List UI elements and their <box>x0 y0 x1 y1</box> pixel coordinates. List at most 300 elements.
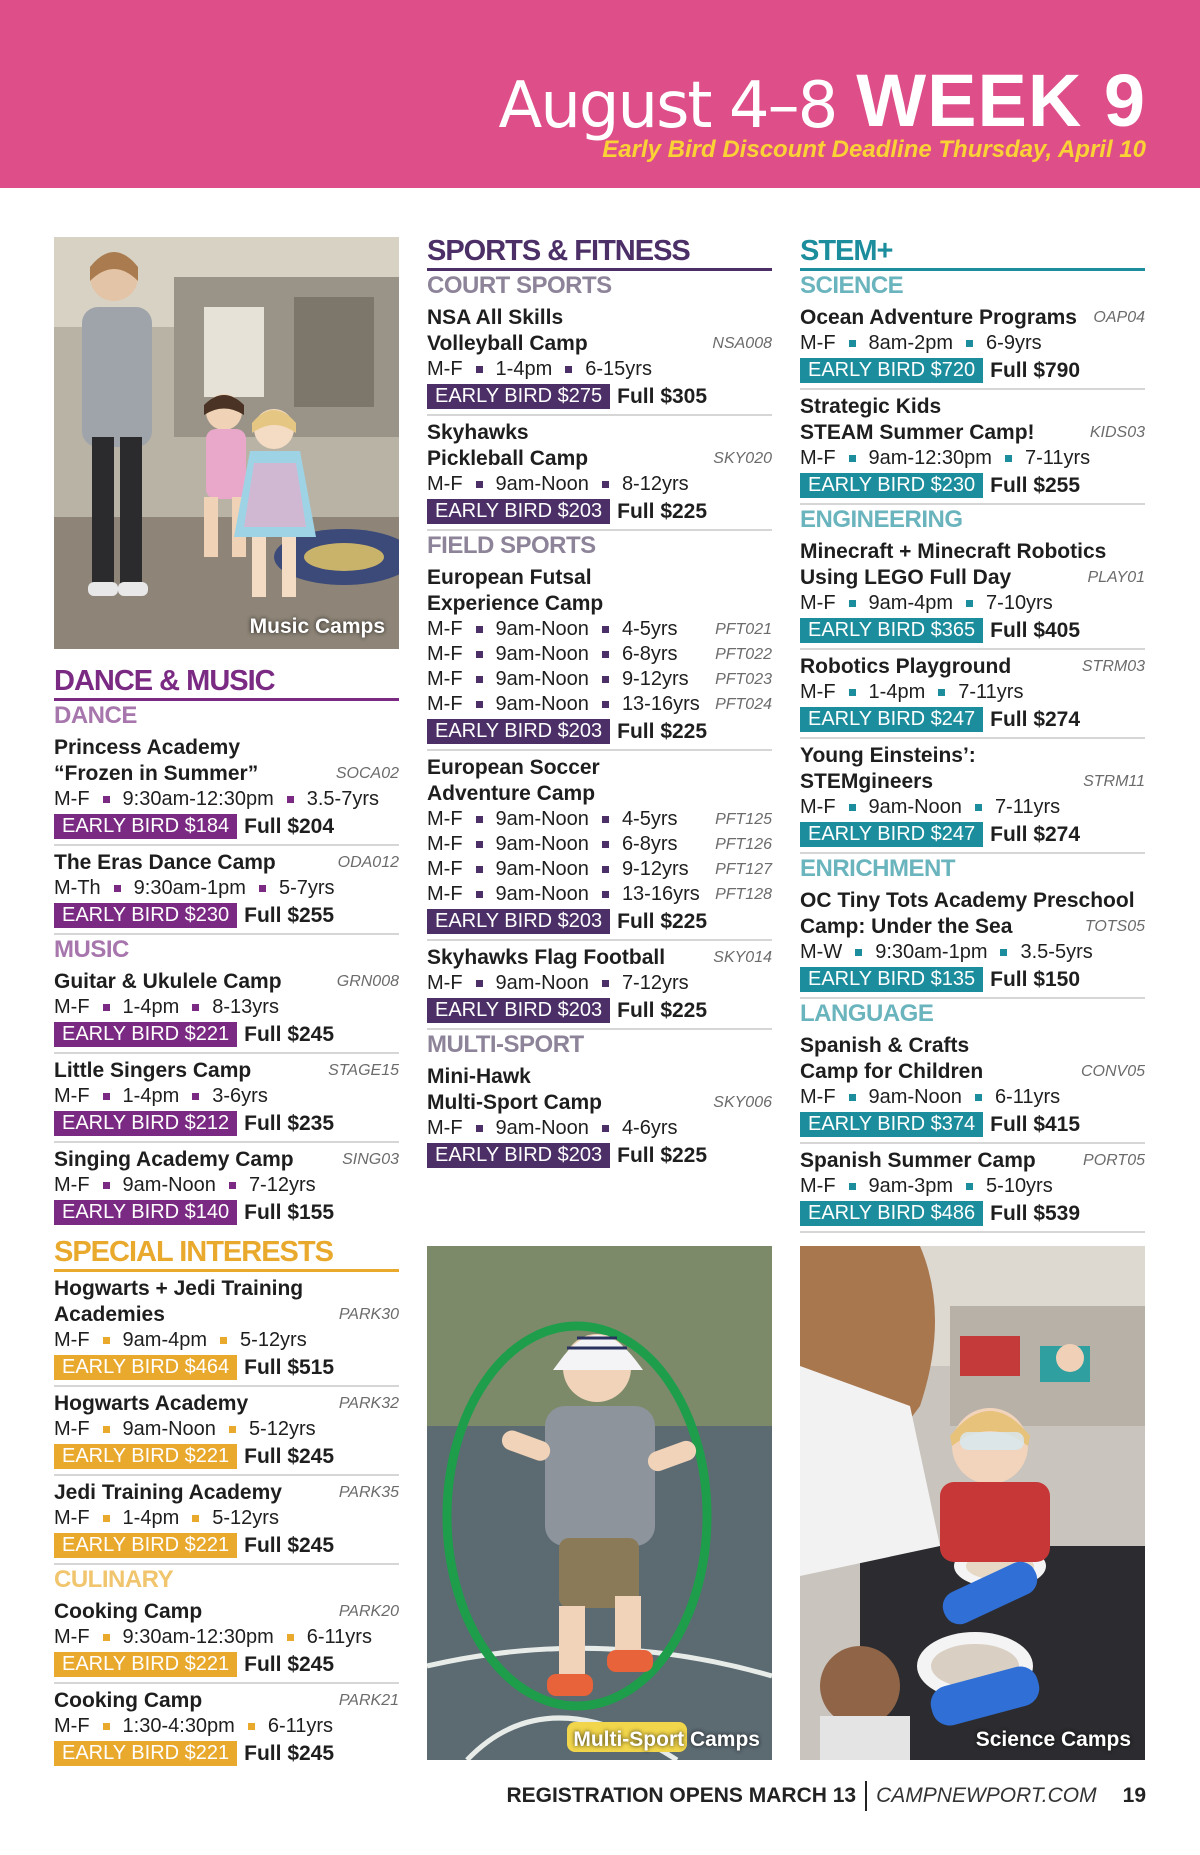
full-amount: $405 <box>1033 619 1081 642</box>
camp-listing <box>427 301 772 416</box>
camp-listing <box>54 1476 399 1565</box>
camp-time: 9:30am-12:30pm <box>122 788 274 810</box>
full-amount: $305 <box>660 385 708 408</box>
camp-code: GRN008 <box>336 973 399 990</box>
camp-ages: 5-12yrs <box>240 1329 307 1351</box>
full-amount: $150 <box>1033 968 1081 991</box>
bullet-square-icon <box>476 866 483 873</box>
page-footer <box>506 1778 1146 1814</box>
full-price <box>244 1022 334 1047</box>
camp-name: Hogwarts Academy <box>54 1392 249 1415</box>
camp-days: M-F <box>427 808 463 830</box>
camp-listing <box>54 1272 399 1387</box>
camp-code: STAGE15 <box>328 1062 399 1079</box>
full-price <box>617 719 707 744</box>
engineering-subheading: ENGINEERING <box>800 506 963 533</box>
camp-code: PFT125 <box>715 811 772 828</box>
camp-ages: 6-11yrs <box>306 1626 372 1648</box>
bullet-square-icon <box>602 841 609 848</box>
full-amount: $245 <box>287 1445 335 1468</box>
bullet-square-icon <box>855 949 862 956</box>
camp-listing <box>54 965 399 1054</box>
multi-sport-camps-photo <box>427 1246 772 1760</box>
camp-time: 9am-12:30pm <box>868 447 992 469</box>
camp-code: PFT023 <box>715 671 772 688</box>
bullet-square-icon <box>602 626 609 633</box>
bullet-square-icon <box>849 600 856 607</box>
bullet-square-icon <box>602 481 609 488</box>
early-bird-price: EARLY BIRD $221 <box>54 1022 237 1047</box>
camp-listing <box>800 1029 1145 1144</box>
full-price <box>617 1143 707 1168</box>
camp-days: M-F <box>800 447 836 469</box>
full-price <box>990 473 1080 498</box>
bullet-square-icon <box>103 1723 110 1730</box>
full-label: Full <box>990 359 1028 382</box>
camp-days: M-F <box>800 1086 836 1108</box>
full-label: Full <box>617 500 655 523</box>
early-bird-price: EARLY BIRD $275 <box>427 384 610 409</box>
early-bird-price: EARLY BIRD $203 <box>427 909 610 934</box>
bullet-square-icon <box>476 366 483 373</box>
full-label: Full <box>990 474 1028 497</box>
camp-ages: 3-6yrs <box>212 1085 268 1107</box>
full-price <box>244 1355 334 1380</box>
early-bird-price: EARLY BIRD $230 <box>54 903 237 928</box>
camp-name: The Eras Dance Camp <box>54 851 276 874</box>
full-amount: $415 <box>1033 1113 1081 1136</box>
camp-name: Princess Academy <box>54 736 240 759</box>
full-amount: $255 <box>1033 474 1081 497</box>
dance-music-heading: DANCE & MUSIC <box>54 665 399 701</box>
camp-code: NSA008 <box>712 335 772 352</box>
camp-name: OC Tiny Tots Academy Preschool <box>800 889 1135 912</box>
bullet-square-icon <box>476 1125 483 1132</box>
camp-days: M-W <box>800 941 843 963</box>
bullet-square-icon <box>220 1337 227 1344</box>
camp-listing <box>800 301 1145 390</box>
bullet-square-icon <box>975 804 982 811</box>
camp-name: Using LEGO Full Day <box>800 566 1012 589</box>
bullet-square-icon <box>849 804 856 811</box>
camp-name: Pickleball Camp <box>427 447 589 470</box>
camp-time: 9am-Noon <box>495 668 589 690</box>
full-label: Full <box>617 910 655 933</box>
camp-listing <box>54 1595 399 1684</box>
camp-listing <box>800 390 1145 505</box>
camp-time: 1-4pm <box>868 681 926 703</box>
camp-listing <box>427 751 772 941</box>
camp-ages: 6-15yrs <box>585 358 652 380</box>
camp-listing <box>427 1060 772 1173</box>
bullet-square-icon <box>103 1337 110 1344</box>
full-amount: $274 <box>1033 823 1081 846</box>
bullet-square-icon <box>1005 455 1012 462</box>
camp-name: Cooking Camp <box>54 1600 203 1623</box>
camp-days: M-F <box>54 1507 90 1529</box>
camp-ages: 3.5-7yrs <box>306 788 379 810</box>
early-bird-price: EARLY BIRD $203 <box>427 499 610 524</box>
bullet-square-icon <box>192 1004 199 1011</box>
camp-time: 9am-Noon <box>495 858 589 880</box>
bullet-square-icon <box>287 796 294 803</box>
stem-heading: STEM+ <box>800 235 1145 271</box>
full-amount: $515 <box>287 1356 335 1379</box>
full-price <box>244 1444 334 1469</box>
camp-name: Camp: Under the Sea <box>800 915 1013 938</box>
full-label: Full <box>990 823 1028 846</box>
camp-code: PFT126 <box>715 836 772 853</box>
camp-code: PFT128 <box>715 886 772 903</box>
full-label: Full <box>990 708 1028 731</box>
full-price <box>990 967 1080 992</box>
science-camps-caption: Science Camps <box>975 1728 1131 1751</box>
full-amount: $274 <box>1033 708 1081 731</box>
science-subheading: SCIENCE <box>800 272 904 299</box>
camp-days: M-F <box>54 1174 90 1196</box>
bullet-square-icon <box>476 816 483 823</box>
culinary-subheading: CULINARY <box>54 1566 174 1593</box>
camp-code: ODA012 <box>337 854 399 871</box>
early-bird-price: EARLY BIRD $203 <box>427 1143 610 1168</box>
camp-code: STRM03 <box>1081 658 1145 675</box>
camp-name: European Futsal <box>427 566 592 589</box>
camp-ages: 8-12yrs <box>621 473 689 495</box>
website-link[interactable]: CAMPNEWPORT.COM <box>876 1784 1097 1807</box>
camp-ages: 5-10yrs <box>986 1175 1053 1197</box>
camp-time: 9:30am-12:30pm <box>122 1626 274 1648</box>
camp-name: European Soccer <box>427 756 600 779</box>
camp-time: 9am-Noon <box>868 1086 962 1108</box>
special-interests-heading: SPECIAL INTERESTS <box>54 1236 399 1272</box>
camp-code: SKY006 <box>713 1094 772 1111</box>
full-label: Full <box>244 1356 282 1379</box>
bullet-square-icon <box>229 1182 236 1189</box>
camp-listing <box>54 1143 399 1230</box>
registration-notice: REGISTRATION OPENS MARCH 13 <box>506 1784 857 1807</box>
camp-days: M-F <box>800 332 836 354</box>
camp-name: NSA All Skills <box>427 306 564 329</box>
camp-ages: 5-7yrs <box>278 877 335 899</box>
camp-code: CONV05 <box>1080 1063 1145 1080</box>
bullet-square-icon <box>849 1094 856 1101</box>
full-amount: $235 <box>287 1112 335 1135</box>
week-heading <box>498 52 1146 143</box>
camp-time: 9am-3pm <box>868 1175 954 1197</box>
full-amount: $245 <box>287 1653 335 1676</box>
full-label: Full <box>617 999 655 1022</box>
camp-time: 8am-2pm <box>868 332 954 354</box>
bullet-square-icon <box>229 1426 236 1433</box>
camp-name: Volleyball Camp <box>427 332 588 355</box>
camp-name: Adventure Camp <box>427 782 596 805</box>
early-bird-price: EARLY BIRD $221 <box>54 1652 237 1677</box>
footer-divider <box>865 1781 867 1811</box>
bullet-square-icon <box>966 600 973 607</box>
camp-ages: 4-6yrs <box>621 1117 678 1139</box>
camp-listing <box>800 535 1145 650</box>
camp-name: Minecraft + Minecraft Robotics <box>800 540 1107 563</box>
camp-time: 9am-Noon <box>122 1418 216 1440</box>
camp-name: Spanish & Crafts <box>800 1034 970 1057</box>
early-bird-price: EARLY BIRD $365 <box>800 618 983 643</box>
field-sports-subheading: FIELD SPORTS <box>427 532 596 559</box>
enrichment-subheading: ENRICHMENT <box>800 855 955 882</box>
camp-ages: 3.5-5yrs <box>1020 941 1093 963</box>
camp-ages: 5-12yrs <box>212 1507 279 1529</box>
full-label: Full <box>244 1112 282 1135</box>
full-label: Full <box>244 1445 282 1468</box>
music-camps-photo <box>54 237 399 649</box>
camp-ages: 7-11yrs <box>994 796 1061 818</box>
camp-days: M-F <box>427 972 463 994</box>
camp-name: Cooking Camp <box>54 1689 203 1712</box>
camp-listing <box>54 1684 399 1771</box>
early-bird-price: EARLY BIRD $203 <box>427 998 610 1023</box>
bullet-square-icon <box>938 689 945 696</box>
full-price <box>244 1200 334 1225</box>
camp-time: 9am-Noon <box>495 473 589 495</box>
full-price <box>617 998 707 1023</box>
camp-code: PARK32 <box>338 1395 399 1412</box>
camp-time: 9am-Noon <box>495 808 589 830</box>
camp-time: 9am-Noon <box>495 883 589 905</box>
full-amount: $225 <box>660 910 708 933</box>
camp-time: 9am-Noon <box>122 1174 216 1196</box>
camp-days: M-F <box>54 1418 90 1440</box>
camp-listing <box>54 846 399 935</box>
bullet-square-icon <box>966 340 973 347</box>
early-bird-price: EARLY BIRD $247 <box>800 707 983 732</box>
camp-name: Little Singers Camp <box>54 1059 252 1082</box>
camp-code: PARK21 <box>338 1692 399 1709</box>
camp-code: SING03 <box>342 1151 399 1168</box>
full-price <box>244 1111 334 1136</box>
camp-name: Camp for Children <box>800 1060 984 1083</box>
dance-subheading: DANCE <box>54 702 137 729</box>
full-label: Full <box>244 1023 282 1046</box>
camp-days: M-F <box>427 473 463 495</box>
early-bird-price: EARLY BIRD $203 <box>427 719 610 744</box>
full-price <box>990 1112 1080 1137</box>
bullet-square-icon <box>103 1515 110 1522</box>
week-dates: August 4–8 <box>498 69 837 143</box>
bullet-square-icon <box>602 816 609 823</box>
early-bird-price: EARLY BIRD $221 <box>54 1444 237 1469</box>
camp-ages: 6-11yrs <box>994 1086 1061 1108</box>
full-price <box>617 499 707 524</box>
bullet-square-icon <box>849 689 856 696</box>
camp-days: M-F <box>427 668 463 690</box>
bullet-square-icon <box>602 980 609 987</box>
camp-ages: 7-11yrs <box>1024 447 1091 469</box>
early-bird-price: EARLY BIRD $212 <box>54 1111 237 1136</box>
full-label: Full <box>244 1742 282 1765</box>
bullet-square-icon <box>476 701 483 708</box>
camp-code: SKY020 <box>713 450 772 467</box>
court-sports-subheading: COURT SPORTS <box>427 272 612 299</box>
week-number: WEEK 9 <box>856 59 1146 142</box>
full-price <box>990 1201 1080 1226</box>
camp-days: M-F <box>427 358 463 380</box>
bullet-square-icon <box>602 651 609 658</box>
camp-time: 1-4pm <box>122 996 180 1018</box>
camp-days: M-F <box>800 681 836 703</box>
full-amount: $790 <box>1033 359 1081 382</box>
camp-ages: 5-12yrs <box>248 1418 316 1440</box>
language-subheading: LANGUAGE <box>800 1000 934 1027</box>
full-amount: $155 <box>287 1201 335 1224</box>
camp-code: PFT022 <box>715 646 772 663</box>
camp-code: SOCA02 <box>335 765 399 782</box>
camp-days: M-F <box>427 833 463 855</box>
bullet-square-icon <box>103 1093 110 1100</box>
stem-section <box>800 235 1145 1233</box>
dance-music-section <box>54 665 399 1230</box>
page-number: 19 <box>1122 1784 1146 1807</box>
camp-ages: 6-9yrs <box>986 332 1042 354</box>
music-subheading: MUSIC <box>54 936 129 963</box>
multi-sport-camps-photo-illustration <box>427 1246 772 1760</box>
full-price <box>244 1741 334 1766</box>
camp-name: Skyhawks Flag Football <box>427 946 666 969</box>
science-camps-photo-illustration <box>800 1246 1145 1760</box>
full-price <box>990 822 1080 847</box>
camp-name: Academies <box>54 1303 165 1326</box>
camp-ages: 6-8yrs <box>621 643 678 665</box>
full-price <box>244 814 334 839</box>
camp-listing <box>800 739 1145 854</box>
camp-name: Jedi Training Academy <box>54 1481 282 1504</box>
bullet-square-icon <box>975 1094 982 1101</box>
early-bird-price: EARLY BIRD $135 <box>800 967 983 992</box>
bullet-square-icon <box>476 980 483 987</box>
bullet-square-icon <box>849 1183 856 1190</box>
camp-code: SKY014 <box>713 949 772 966</box>
camp-time: 1:30-4:30pm <box>122 1715 235 1737</box>
camp-days: M-F <box>427 643 463 665</box>
camp-ages: 4-5yrs <box>621 618 678 640</box>
week-banner <box>0 0 1200 188</box>
bullet-square-icon <box>103 1182 110 1189</box>
camp-ages: 7-12yrs <box>621 972 689 994</box>
camp-ages: 9-12yrs <box>621 668 689 690</box>
full-price <box>990 618 1080 643</box>
camp-ages: 7-12yrs <box>248 1174 316 1196</box>
bullet-square-icon <box>602 676 609 683</box>
bullet-square-icon <box>602 1125 609 1132</box>
full-label: Full <box>244 1653 282 1676</box>
bullet-square-icon <box>476 841 483 848</box>
camp-time: 9am-Noon <box>495 618 589 640</box>
camp-days: M-F <box>800 1175 836 1197</box>
full-amount: $255 <box>287 904 335 927</box>
camp-ages: 8-13yrs <box>212 996 279 1018</box>
early-bird-price: EARLY BIRD $720 <box>800 358 983 383</box>
full-label: Full <box>244 1534 282 1557</box>
early-bird-price: EARLY BIRD $221 <box>54 1533 237 1558</box>
camp-listing <box>800 650 1145 739</box>
bullet-square-icon <box>849 340 856 347</box>
camp-time: 9am-4pm <box>868 592 954 614</box>
camp-code: STRM11 <box>1083 773 1145 790</box>
camp-days: M-F <box>800 796 836 818</box>
camp-ages: 4-5yrs <box>621 808 678 830</box>
full-price <box>617 909 707 934</box>
camp-code: PFT024 <box>715 696 772 713</box>
camp-name: Young Einsteins’: <box>800 744 976 767</box>
full-label: Full <box>990 968 1028 991</box>
bullet-square-icon <box>287 1634 294 1641</box>
camp-ages: 7-10yrs <box>986 592 1053 614</box>
full-price <box>990 707 1080 732</box>
camp-name: Ocean Adventure Programs <box>800 306 1077 329</box>
bullet-square-icon <box>966 1183 973 1190</box>
full-label: Full <box>617 385 655 408</box>
camp-ages: 6-11yrs <box>267 1715 334 1737</box>
early-bird-price: EARLY BIRD $184 <box>54 814 237 839</box>
camp-time: 9am-Noon <box>495 833 589 855</box>
camp-code: PFT127 <box>715 861 772 878</box>
camp-name: Guitar & Ukulele Camp <box>54 970 282 993</box>
camp-time: 9am-Noon <box>868 796 962 818</box>
camp-code: PARK20 <box>338 1603 399 1620</box>
full-amount: $539 <box>1033 1202 1081 1225</box>
music-camps-caption: Music Camps <box>249 615 385 638</box>
early-bird-price: EARLY BIRD $464 <box>54 1355 237 1380</box>
camp-name: Hogwarts + Jedi Training <box>54 1277 304 1300</box>
camp-time: 1-4pm <box>122 1507 180 1529</box>
full-amount: $225 <box>660 999 708 1022</box>
full-amount: $225 <box>660 720 708 743</box>
camp-name: “Frozen in Summer” <box>54 762 259 785</box>
bullet-square-icon <box>248 1723 255 1730</box>
camp-listing <box>427 561 772 751</box>
camp-name: Spanish Summer Camp <box>800 1149 1036 1172</box>
camp-days: M-F <box>54 1626 90 1648</box>
bullet-square-icon <box>1000 949 1007 956</box>
camp-name: STEMgineers <box>800 770 934 793</box>
bullet-square-icon <box>114 885 121 892</box>
bullet-square-icon <box>103 1426 110 1433</box>
full-label: Full <box>617 720 655 743</box>
full-amount: $245 <box>287 1023 335 1046</box>
science-camps-photo <box>800 1246 1145 1760</box>
camp-time: 9am-Noon <box>495 693 589 715</box>
camp-name: Experience Camp <box>427 592 604 615</box>
bullet-square-icon <box>192 1515 199 1522</box>
camp-time: 9:30am-1pm <box>133 877 246 899</box>
camp-name: Strategic Kids <box>800 395 942 418</box>
camp-listing <box>800 884 1145 999</box>
full-amount: $225 <box>660 1144 708 1167</box>
sports-fitness-section <box>427 235 772 1173</box>
camp-days: M-F <box>427 693 463 715</box>
full-label: Full <box>244 1201 282 1224</box>
full-amount: $204 <box>287 815 335 838</box>
camp-ages: 13-16yrs <box>621 693 700 715</box>
camp-name: Singing Academy Camp <box>54 1148 294 1171</box>
camp-ages: 6-8yrs <box>621 833 678 855</box>
bullet-square-icon <box>476 626 483 633</box>
camp-time: 9am-Noon <box>495 1117 589 1139</box>
camp-listing <box>800 1144 1145 1233</box>
bullet-square-icon <box>602 891 609 898</box>
camp-ages: 9-12yrs <box>621 858 689 880</box>
camp-code: PARK35 <box>338 1484 399 1501</box>
camp-days: M-F <box>427 1117 463 1139</box>
camp-time: 9am-Noon <box>495 643 589 665</box>
